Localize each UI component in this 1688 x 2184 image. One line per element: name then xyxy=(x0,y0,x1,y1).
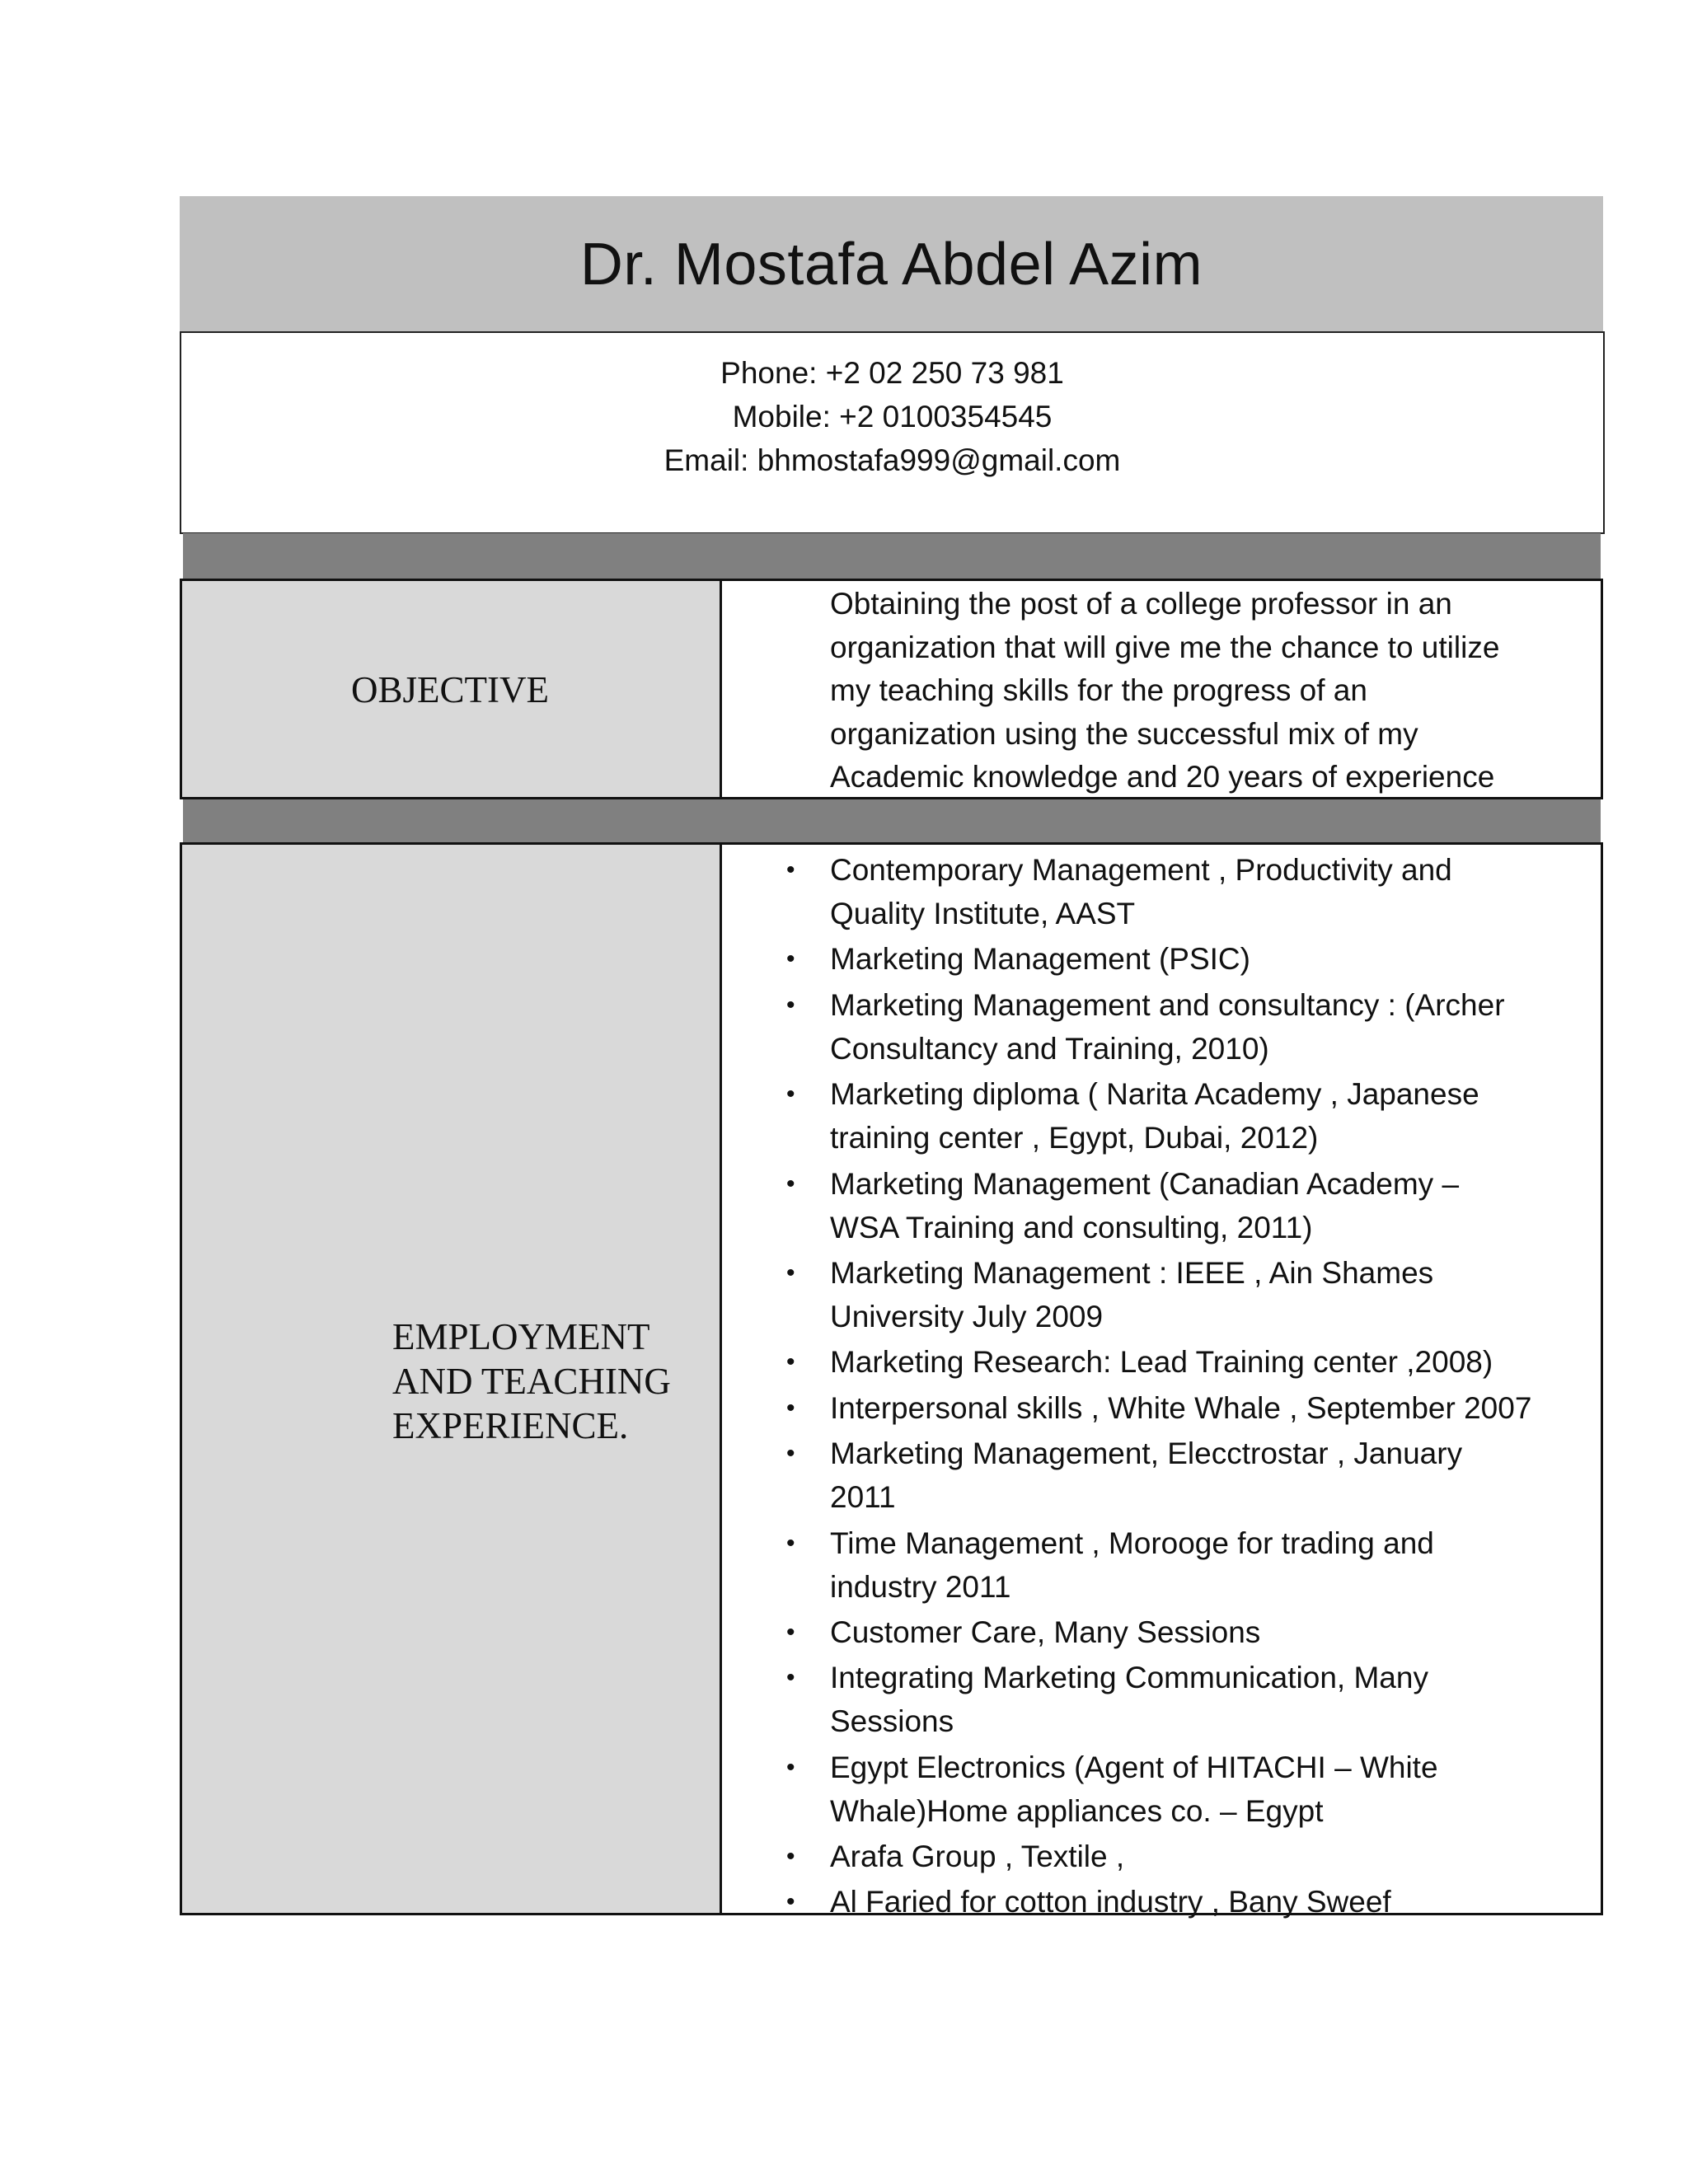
list-item xyxy=(722,1880,1596,1924)
employment-label-cell xyxy=(182,845,722,1913)
list-item xyxy=(722,1072,1596,1160)
list-item xyxy=(722,983,1596,1071)
list-item-text: Marketing Management : IEEE , Ain Shames xyxy=(830,1255,1434,1290)
objective-section xyxy=(180,579,1603,799)
list-item-text: Marketing Management (PSIC) xyxy=(830,942,1250,977)
list-item xyxy=(722,1432,1596,1519)
objective-line: my teaching skills for the progress of an xyxy=(830,673,1367,707)
section-divider xyxy=(183,799,1601,842)
list-item-text: Marketing Research: Lead Training center ,2008) xyxy=(830,1345,1493,1380)
list-item xyxy=(722,1162,1596,1249)
employment-content-cell xyxy=(722,845,1601,1919)
list-item-text: Quality Institute, AAST xyxy=(830,897,1136,930)
list-item xyxy=(722,1835,1596,1878)
list-item-text: Time Management , Morooge for trading and xyxy=(830,1526,1434,1560)
objective-line: Obtaining the post of a college professor in an xyxy=(830,587,1452,621)
list-item-text: Arafa Group , Textile , xyxy=(830,1840,1125,1874)
objective-line: organization using the successful mix of my xyxy=(830,716,1418,751)
bullet-icon: • xyxy=(786,1753,795,1781)
list-item-text: University July 2009 xyxy=(830,1299,1104,1333)
list-item-text: Al Faried for cotton industry , Bany Sweef xyxy=(830,1885,1391,1919)
list-item-text: Whale)Home appliances co. – Egypt xyxy=(830,1793,1324,1828)
contact-lines xyxy=(181,351,1603,482)
contact-mobile: Mobile: +2 0100354545 xyxy=(732,400,1053,434)
bullet-icon: • xyxy=(786,1664,795,1692)
bullet-icon: • xyxy=(786,1080,795,1108)
list-item-text: Customer Care, Many Sessions xyxy=(830,1615,1261,1649)
objective-line: Academic knowledge and 20 years of experience xyxy=(830,760,1495,794)
list-item xyxy=(722,1746,1596,1833)
list-item-text: Contemporary Management , Productivity and xyxy=(830,853,1452,887)
list-item-text: WSA Training and consulting, 2011) xyxy=(830,1210,1313,1244)
bullet-icon: • xyxy=(786,1348,795,1376)
list-item xyxy=(722,1386,1596,1430)
list-item xyxy=(722,1656,1596,1743)
section-divider xyxy=(183,533,1601,579)
employment-label-line: EXPERIENCE. xyxy=(392,1405,629,1446)
bullet-icon: • xyxy=(786,1888,795,1916)
bullet-icon: • xyxy=(786,1394,795,1422)
experience-list xyxy=(722,848,1596,1926)
contact-phone: Phone: +2 02 250 73 981 xyxy=(720,356,1064,390)
list-item-text: training center , Egypt, Dubai, 2012) xyxy=(830,1121,1319,1155)
list-item-text: 2011 xyxy=(830,1480,896,1515)
list-item-text: Marketing Management and consultancy : (Archer xyxy=(830,987,1505,1022)
name-header xyxy=(180,196,1603,332)
employment-section xyxy=(180,842,1603,1919)
bullet-icon: • xyxy=(786,991,795,1019)
list-item-text: Interpersonal skills , White Whale , September 2007 xyxy=(830,1390,1532,1425)
objective-content-cell xyxy=(722,581,1601,797)
list-item-text: Integrating Marketing Communication, Many xyxy=(830,1661,1428,1695)
list-item xyxy=(722,1521,1596,1609)
list-item xyxy=(722,1251,1596,1338)
list-item xyxy=(722,937,1596,981)
list-item-text: Marketing Management, Elecctrostar , January xyxy=(830,1436,1463,1471)
employment-label-line: EMPLOYMENT xyxy=(392,1316,650,1357)
objective-label: OBJECTIVE xyxy=(351,669,549,710)
employment-label-line: AND TEACHING xyxy=(392,1361,671,1402)
list-item xyxy=(722,1340,1596,1384)
list-item-text: Marketing Management (Canadian Academy – xyxy=(830,1166,1460,1201)
list-item-text: industry 2011 xyxy=(830,1569,1011,1604)
list-item-text: Consultancy and Training, 2010) xyxy=(830,1031,1269,1066)
list-item-text: Egypt Electronics (Agent of HITACHI – White xyxy=(830,1750,1438,1784)
bullet-icon: • xyxy=(786,1618,795,1646)
bullet-icon: • xyxy=(786,1258,795,1286)
bullet-icon: • xyxy=(786,856,795,883)
bullet-icon: • xyxy=(786,1843,795,1871)
bullet-icon: • xyxy=(786,1440,795,1468)
contact-box xyxy=(180,331,1605,534)
list-item xyxy=(722,1610,1596,1654)
list-item xyxy=(722,848,1596,935)
list-item-text: Marketing diploma ( Narita Academy , Japanese xyxy=(830,1077,1479,1112)
bullet-icon: • xyxy=(786,1529,795,1557)
bullet-icon: • xyxy=(786,945,795,973)
objective-label-cell xyxy=(182,581,722,797)
contact-email: Email: bhmostafa999@gmail.com xyxy=(663,443,1121,477)
employment-label xyxy=(392,1315,671,1448)
objective-line: organization that will give me the chance to utilize xyxy=(830,630,1500,664)
objective-text xyxy=(830,583,1597,799)
bullet-icon: • xyxy=(786,1169,795,1197)
list-item-text: Sessions xyxy=(830,1704,954,1739)
candidate-name: Dr. Mostafa Abdel Azim xyxy=(579,231,1203,298)
